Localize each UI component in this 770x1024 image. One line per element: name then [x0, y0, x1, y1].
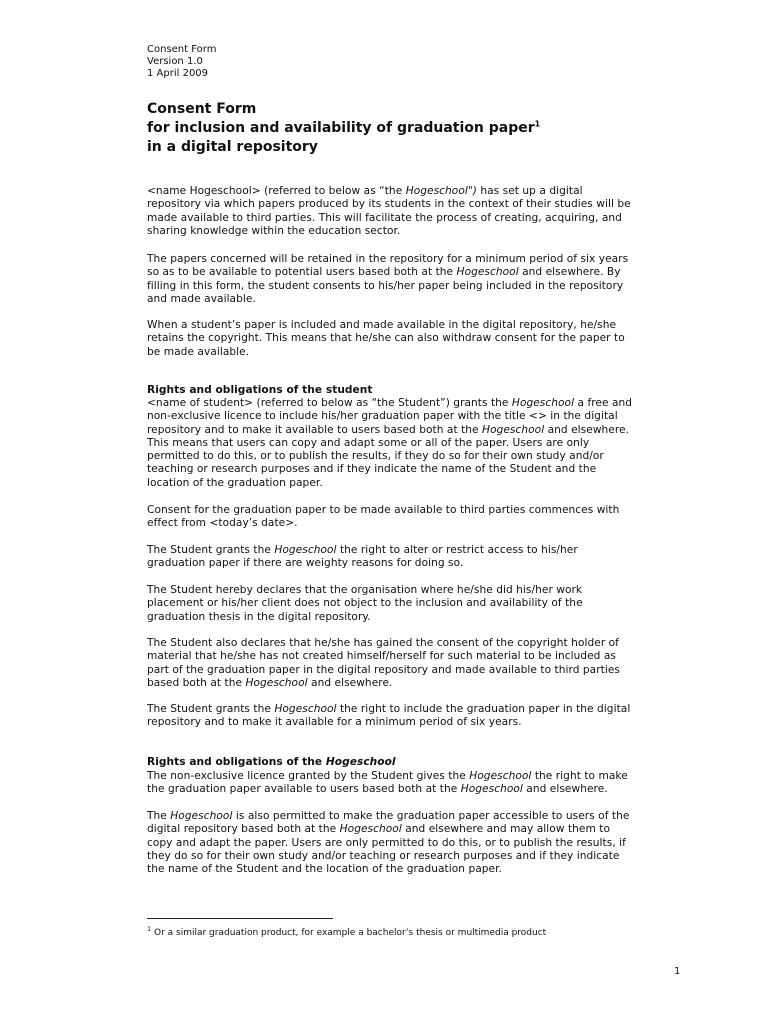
text-line — [147, 664, 679, 677]
text-span: made available to third parties. This will facilitate the process of creating, acquiring, and — [147, 211, 622, 224]
text-span: graduation thesis in the digital repository. — [147, 610, 371, 623]
text-span: is also permitted to make the graduation paper accessible to users of the — [232, 810, 630, 822]
text-span: The — [147, 810, 171, 822]
text-line — [147, 185, 679, 198]
meta-form-name: Consent Form — [147, 44, 217, 55]
text-span: the right to make — [531, 770, 628, 782]
text-line — [147, 463, 679, 476]
text-span: Consent for the graduation paper to be made available to third parties commences with — [147, 504, 620, 516]
text-line — [147, 450, 679, 463]
italic-term: Hogeschool — [456, 266, 519, 279]
footnote-mark: 1 — [147, 925, 152, 933]
text-line — [147, 837, 679, 850]
meta-date: 1 April 2009 — [147, 68, 209, 79]
text-span: The non-exclusive licence granted by the Student gives the — [147, 770, 470, 782]
text-span: retains the copyright. This means that he/she can also withdraw consent for the paper to — [147, 332, 625, 345]
student-paragraph-1 — [147, 397, 679, 490]
text-span: copy and adapt the paper. Users are only permitted to do this, or to publish the results, if — [147, 836, 626, 849]
title-line-2: for inclusion and availability of graduation paper$^1$ — [147, 119, 541, 136]
italic-term: Hogeschool — [460, 783, 523, 796]
text-line — [147, 597, 679, 610]
page-title — [147, 100, 540, 157]
text-span: so as to be available to potential users based both at the — [147, 266, 457, 279]
italic-term: Hogeschool — [245, 676, 308, 689]
text-line — [147, 823, 679, 836]
text-line — [147, 716, 679, 729]
text-span: sharing knowledge within the education sector. — [147, 224, 401, 237]
text-span: the graduation paper available to users based both at the — [147, 783, 461, 796]
text-span: and made available. — [147, 292, 256, 305]
text-line — [147, 225, 679, 238]
student-paragraph-2 — [147, 504, 679, 531]
hogeschool-paragraph-2 — [147, 810, 679, 876]
text-line — [147, 863, 679, 876]
text-span: The Student also declares that he/she has gained the consent of the copyright holder of — [147, 637, 619, 649]
text-span: graduation paper if there are weighty reasons for doing so. — [147, 557, 464, 570]
meta-version: Version 1.0 — [147, 56, 203, 67]
text-span: based both at the — [147, 676, 246, 689]
intro-paragraph-1 — [147, 185, 679, 238]
text-line — [147, 611, 679, 624]
student-paragraph-4 — [147, 584, 679, 624]
text-span: <name of student> (referred to below as “the Student”) grants the — [147, 397, 512, 409]
text-line — [147, 584, 679, 597]
text-line — [147, 319, 679, 332]
student-paragraph-3 — [147, 544, 679, 571]
text-span: and elsewhere. — [307, 676, 393, 689]
italic-term: Hogeschool — [511, 397, 575, 409]
text-span: filling in this form, the student consents to his/her paper being included in the repository — [147, 279, 624, 292]
text-span: repository and to make it available for a minimum period of six years. — [147, 716, 522, 729]
footnote-reference: 1 — [534, 119, 541, 129]
text-span: digital repository based both at the — [147, 823, 340, 836]
text-span: The Student grants the — [147, 544, 275, 556]
italic-term: Hogeschool — [339, 823, 402, 836]
intro-paragraph-2 — [147, 253, 679, 306]
text-line — [147, 198, 679, 211]
text-line — [147, 703, 679, 716]
text-line — [147, 504, 679, 517]
text-line — [147, 544, 679, 557]
text-span: non-exclusive licence to include his/her graduation paper with the title <> in the digital — [147, 410, 618, 423]
italic-term: Hogeschool") — [405, 185, 477, 197]
text-line — [147, 266, 679, 279]
text-span: repository via which papers produced by its students in the context of their studies will be — [147, 198, 631, 211]
text-span: they do so for their own study and/or teaching or research purposes and if they indicate — [147, 849, 620, 862]
page-number: 1 — [674, 966, 681, 977]
text-line — [147, 517, 679, 530]
footnote-divider — [147, 918, 333, 919]
italic-term: Hogeschool — [274, 544, 337, 556]
text-span: The papers concerned will be retained in the repository for a minimum period of six years — [147, 253, 629, 265]
text-span: and elsewhere. — [544, 423, 630, 436]
italic-term: Hogeschool — [482, 423, 545, 436]
italic-term: Hogeschool — [469, 770, 532, 782]
text-line — [147, 783, 679, 796]
text-span: location of the graduation paper. — [147, 476, 323, 489]
text-line — [147, 477, 679, 490]
text-line — [147, 332, 679, 345]
text-span: the right to include the graduation paper in the digital — [336, 703, 631, 715]
text-span: material that he/she has not created himself/herself for such material to be included as — [147, 650, 616, 663]
text-span: a free and — [574, 397, 633, 409]
text-line — [147, 253, 679, 266]
text-span: <name Hogeschool> (referred to below as “the — [147, 185, 406, 197]
text-span: teaching or research purposes and if they indicate the name of the Student and the — [147, 463, 597, 476]
italic-term: Hogeschool — [274, 703, 337, 715]
text-span: part of the graduation paper in the digital repository and made available to third parties — [147, 663, 620, 676]
text-span: placement or his/her client does not object to the inclusion and availability of the — [147, 597, 583, 610]
hogeschool-paragraph-1 — [147, 770, 679, 797]
text-line — [147, 346, 679, 359]
text-line — [147, 677, 679, 690]
text-line — [147, 850, 679, 863]
text-line — [147, 424, 679, 437]
student-section-heading: Rights and obligations of the student — [147, 384, 373, 396]
text-line — [147, 810, 679, 823]
text-span: When a student’s paper is included and made available in the digital repository, he/she — [147, 319, 617, 331]
student-paragraph-6 — [147, 703, 679, 730]
text-line — [147, 410, 679, 423]
text-span: the right to alter or restrict access to his/her — [336, 544, 578, 556]
text-span: The Student hereby declares that the organisation where he/she did his/her work — [147, 584, 583, 596]
text-line — [147, 397, 679, 410]
document-meta — [147, 44, 216, 80]
text-span: has set up a digital — [476, 185, 583, 197]
footnote — [147, 927, 546, 939]
text-span: repository and to make it available to users based both at the — [147, 423, 483, 436]
footnote-text: Or a similar graduation product, for example a bachelor’s thesis or multimedia product — [151, 928, 547, 938]
text-span: permitted to do this, or to publish the results, if they do so for their own study and/or — [147, 450, 604, 463]
text-line — [147, 212, 679, 225]
text-line — [147, 437, 679, 450]
text-line — [147, 557, 679, 570]
text-span: The Student grants the — [147, 703, 275, 715]
text-span: the name of the Student and the location of the graduation paper. — [147, 863, 502, 876]
text-line — [147, 293, 679, 306]
text-span: and elsewhere. — [522, 783, 608, 796]
text-line — [147, 280, 679, 293]
student-paragraph-5 — [147, 637, 679, 690]
text-line — [147, 770, 679, 783]
text-span: be made available. — [147, 345, 250, 358]
text-span: and elsewhere and may allow them to — [401, 823, 611, 836]
title-line-1: Consent Form — [147, 101, 257, 117]
text-line — [147, 637, 679, 650]
italic-term: Hogeschool — [170, 810, 233, 822]
title-line-3: in a digital repository — [147, 139, 318, 155]
hogeschool-section-heading: Rights and obligations of the Hogeschool — [147, 756, 396, 768]
text-span: effect from <today’s date>. — [147, 517, 298, 530]
intro-paragraph-3 — [147, 319, 679, 359]
text-line — [147, 650, 679, 663]
text-span: and elsewhere. By — [518, 266, 621, 279]
text-span: This means that users can copy and adapt some or all of the paper. Users are only — [147, 436, 590, 449]
